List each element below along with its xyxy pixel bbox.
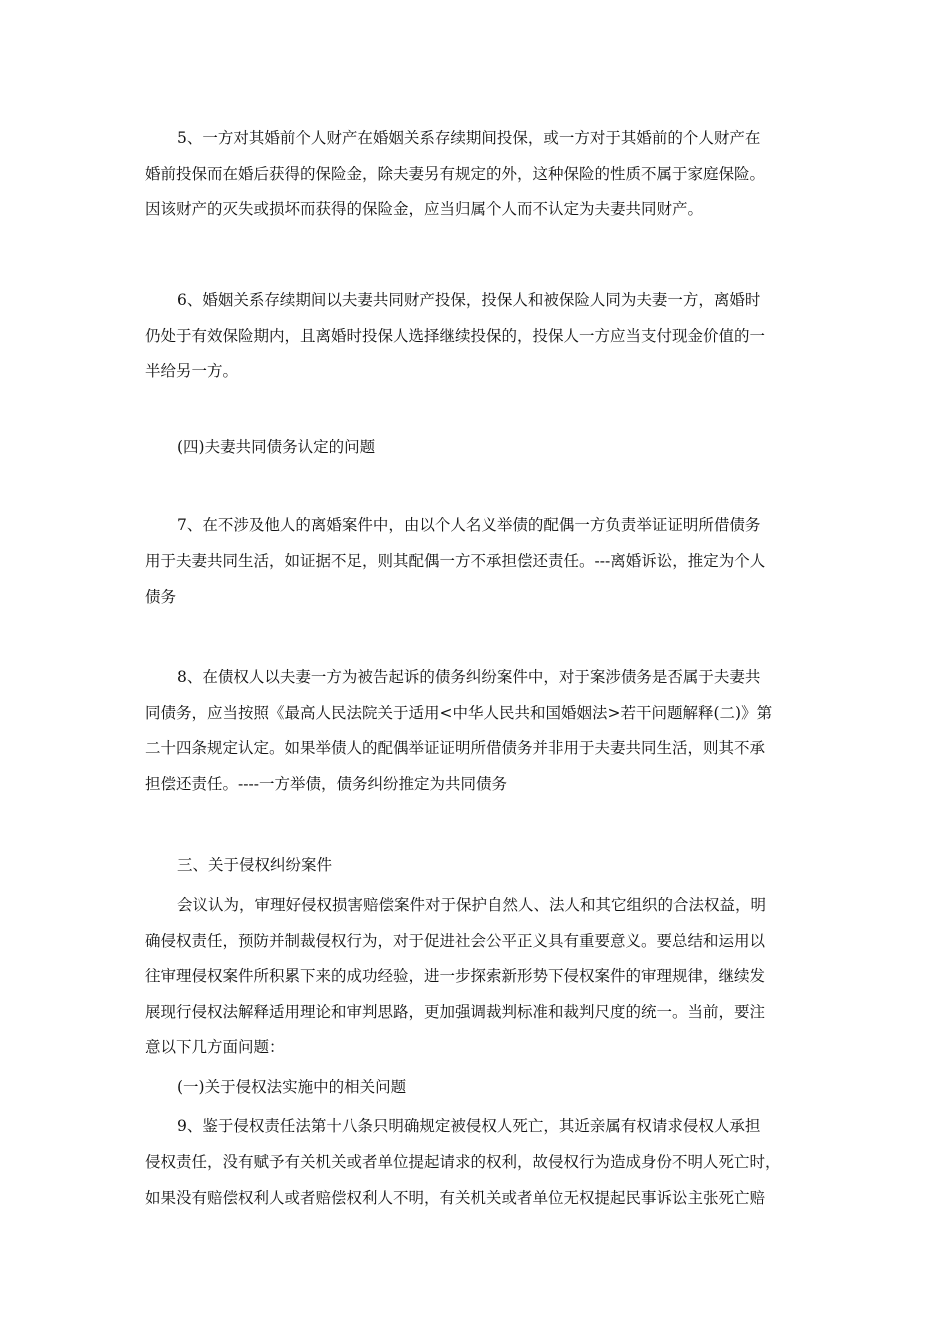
para-6-line-2: 仍处于有效保险期内，且离婚时投保人选择继续投保的，投保人一方应当支付现金价值的一 bbox=[145, 327, 766, 345]
para-6-line-1: 6、婚姻关系存续期间以夫妻共同财产投保，投保人和被保险人同为夫妻一方，离婚时 bbox=[177, 291, 761, 309]
section-heading-4: (四)夫妻共同债务认定的问题 bbox=[177, 438, 376, 456]
para-8-line-2: 同债务，应当按照《最高人民法院关于适用<中华人民共和国婚姻法>若干问题解释(二)》第 bbox=[145, 704, 773, 722]
para-7-line-1: 7、在不涉及他人的离婚案件中，由以个人名义举债的配偶一方负责举证证明所借债务 bbox=[177, 516, 761, 534]
para-8-line-3: 二十四条规定认定。如果举债人的配偶举证证明所借债务并非用于夫妻共同生活，则其不承 bbox=[145, 739, 766, 757]
para-5-line-3: 因该财产的灭失或损坏而获得的保险金，应当归属个人而不认定为夫妻共同财产。 bbox=[145, 200, 704, 218]
meeting-para-line-3: 往审理侵权案件所积累下来的成功经验，进一步探索新形势下侵权案件的审理规律，继续发 bbox=[145, 967, 766, 985]
subsection-heading-1: (一)关于侵权法实施中的相关问题 bbox=[177, 1078, 407, 1096]
meeting-para-line-5: 意以下几方面问题： bbox=[145, 1038, 285, 1056]
meeting-para-line-1: 会议认为，审理好侵权损害赔偿案件对于保护自然人、法人和其它组织的合法权益，明 bbox=[177, 896, 767, 914]
para-5-line-2: 婚前投保而在婚后获得的保险金，除夫妻另有规定的外，这种保险的性质不属于家庭保险。 bbox=[145, 165, 766, 183]
para-9-line-3: 如果没有赔偿权利人或者赔偿权利人不明，有关机关或者单位无权提起民事诉讼主张死亡赔 bbox=[145, 1189, 766, 1207]
para-7-line-3: 债务 bbox=[145, 588, 177, 606]
para-8-line-1: 8、在债权人以夫妻一方为被告起诉的债务纠纷案件中，对于案涉债务是否属于夫妻共 bbox=[177, 668, 761, 686]
para-9-line-2: 侵权责任，没有赋予有关机关或者单位提起请求的权利，故侵权行为造成身份不明人死亡时， bbox=[145, 1153, 781, 1171]
para-7-line-2: 用于夫妻共同生活，如证据不足，则其配偶一方不承担偿还责任。---离婚诉讼，推定为个人 bbox=[145, 552, 766, 570]
para-9-line-1: 9、鉴于侵权责任法第十八条只明确规定被侵权人死亡，其近亲属有权请求侵权人承担 bbox=[177, 1117, 761, 1135]
meeting-para-line-2: 确侵权责任，预防并制裁侵权行为，对于促进社会公平正义具有重要意义。要总结和运用以 bbox=[145, 932, 766, 950]
para-8-line-4: 担偿还责任。----一方举债，债务纠纷推定为共同债务 bbox=[145, 775, 507, 793]
para-5-line-1: 5、一方对其婚前个人财产在婚姻关系存续期间投保，或一方对于其婚前的个人财产在 bbox=[177, 129, 761, 147]
para-6-line-3: 半给另一方。 bbox=[145, 362, 239, 380]
section-heading-3: 三、关于侵权纠纷案件 bbox=[177, 856, 333, 874]
meeting-para-line-4: 展现行侵权法解释适用理论和审判思路，更加强调裁判标准和裁判尺度的统一。当前，要注 bbox=[145, 1003, 766, 1021]
